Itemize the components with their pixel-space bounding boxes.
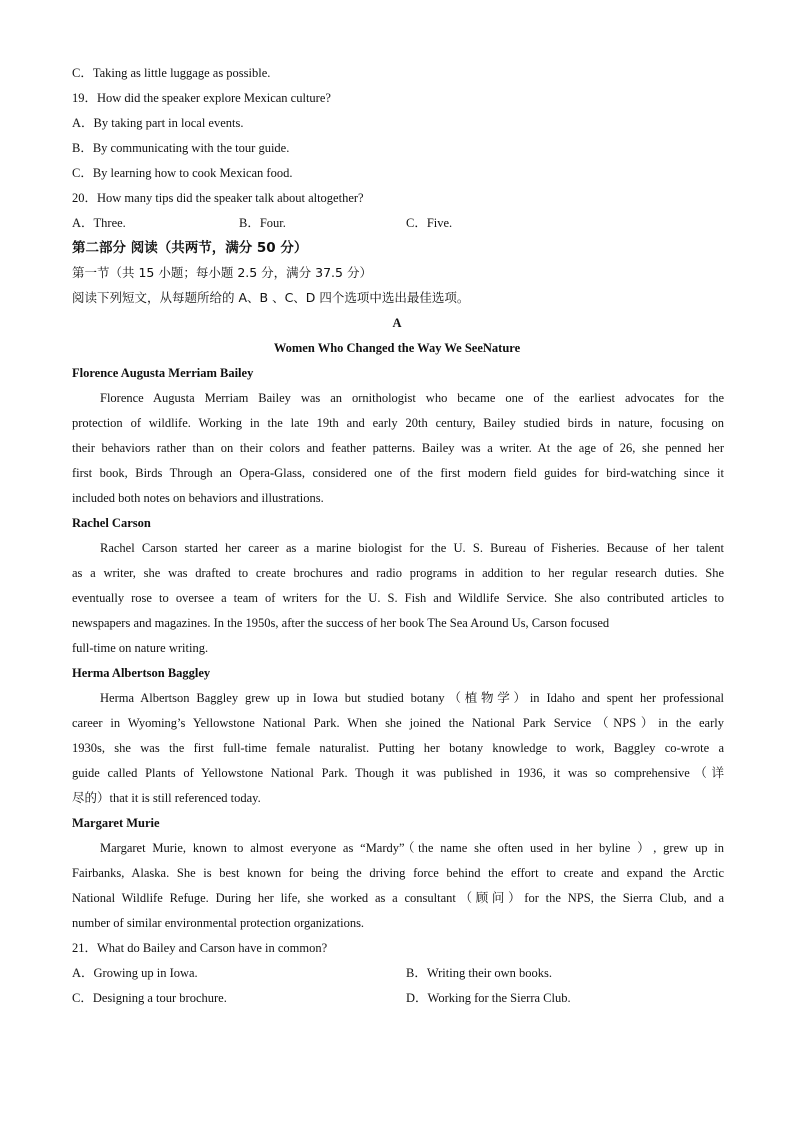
paragraph-line: National Wildlife Refuge. During her life, she worked as a consultant（顾问）for the NPS, the Sierra Club, and a <box>72 891 724 905</box>
paragraph-line: full-time on nature writing. <box>72 641 209 655</box>
q19-option-a: A．By taking part in local events. <box>72 116 244 130</box>
q19-stem: 19．How did the speaker explore Mexican culture? <box>72 91 331 105</box>
q21-option-b: B．Writing their own books. <box>406 966 553 980</box>
paragraph-line: Herma Albertson Baggley grew up in Iowa but studied botany（植物学）in Idaho and spent her professional <box>100 691 724 705</box>
paragraph-line: first book, Birds Through an Opera-Glass, considered one of the first modern field guides for bird-watching since it <box>72 466 724 480</box>
paragraph-line: Rachel Carson started her career as a marine biologist for the U. S. Bureau of Fisheries. Because of her talent <box>100 541 724 555</box>
q19-option-c: C．By learning how to cook Mexican food. <box>72 166 293 180</box>
reading-instruction: 阅读下列短文，从每题所给的 A、B 、C、D 四个选项中选出最佳选项。 <box>72 290 470 305</box>
q21-option-c: C．Designing a tour brochure. <box>72 991 227 1005</box>
paragraph-line: included both notes on behaviors and illustrations. <box>72 491 324 505</box>
paragraph-line: newspapers and magazines. In the 1950s, after the success of her book The Sea Around Us, Carson focused <box>72 616 610 630</box>
paragraph-line: 尽的）that it is still referenced today. <box>72 791 261 805</box>
paragraph-line: Florence Augusta Merriam Bailey was an ornithologist who became one of the earliest advocates for the <box>100 391 724 405</box>
person-name-bailey: Florence Augusta Merriam Bailey <box>72 366 254 380</box>
person-name-baggley: Herma Albertson Baggley <box>72 666 211 680</box>
part-two-title: 第二部分 阅读（共两节，满分 50 分） <box>72 240 308 256</box>
q21-option-a: A．Growing up in Iowa. <box>72 966 198 980</box>
q19-option-b: B．By communicating with the tour guide. <box>72 141 290 155</box>
section-one-heading: 第一节（共 15 小题；每小题 2.5 分，满分 37.5 分） <box>72 265 372 280</box>
paragraph-line: their behaviors rather than on their colors and feather patterns. Bailey was a writer. At the age of 26, she penned her <box>72 441 724 455</box>
paragraph-line: protection of wildlife. Working in the late 19th and early 20th century, Bailey studied birds in nature, focusing on <box>72 416 724 430</box>
paragraph-line: number of similar environmental protection organizations. <box>72 916 365 930</box>
paragraph-line: guide called Plants of Yellowstone National Park. Though it was published in 1936, it was so comprehensive（详 <box>72 766 724 780</box>
person-name-murie: Margaret Murie <box>72 816 160 830</box>
passage-letter: A <box>392 316 402 330</box>
q18-option-c: C．Taking as little luggage as possible. <box>72 66 271 80</box>
paragraph-line: Fairbanks, Alaska. She is best known for being the driving force behind the effort to create and expand the Arctic <box>72 866 724 880</box>
paragraph-line: career in Wyoming’s Yellowstone National Park. When she joined the National Park Service（NPS）in the early <box>72 716 724 730</box>
q21-stem: 21．What do Bailey and Carson have in common? <box>72 941 328 955</box>
person-name-carson: Rachel Carson <box>72 516 151 530</box>
q20-option-b: B．Four. <box>239 216 286 230</box>
paragraph-line: 1930s, she was the first full-time female naturalist. Putting her botany knowledge to work, Baggley co-wrote a <box>72 741 724 755</box>
q20-option-c: C．Five. <box>406 216 453 230</box>
q21-option-d: D．Working for the Sierra Club. <box>406 991 571 1005</box>
q20-option-a: A．Three. <box>72 216 126 230</box>
paragraph-line: eventually rose to oversee a team of writers for the U. S. Fish and Wildlife Service. She also contributed articles to <box>72 591 724 605</box>
q20-stem: 20．How many tips did the speaker talk about altogether? <box>72 191 364 205</box>
passage-title: Women Who Changed the Way We SeeNature <box>273 341 521 355</box>
paragraph-line: Margaret Murie, known to almost everyone as “Mardy”（the name she often used in her byline ）, grew up in <box>100 841 724 855</box>
paragraph-line: as a writer, she was drafted to create brochures and radio programs in addition to her regular research duties. She <box>72 566 724 580</box>
